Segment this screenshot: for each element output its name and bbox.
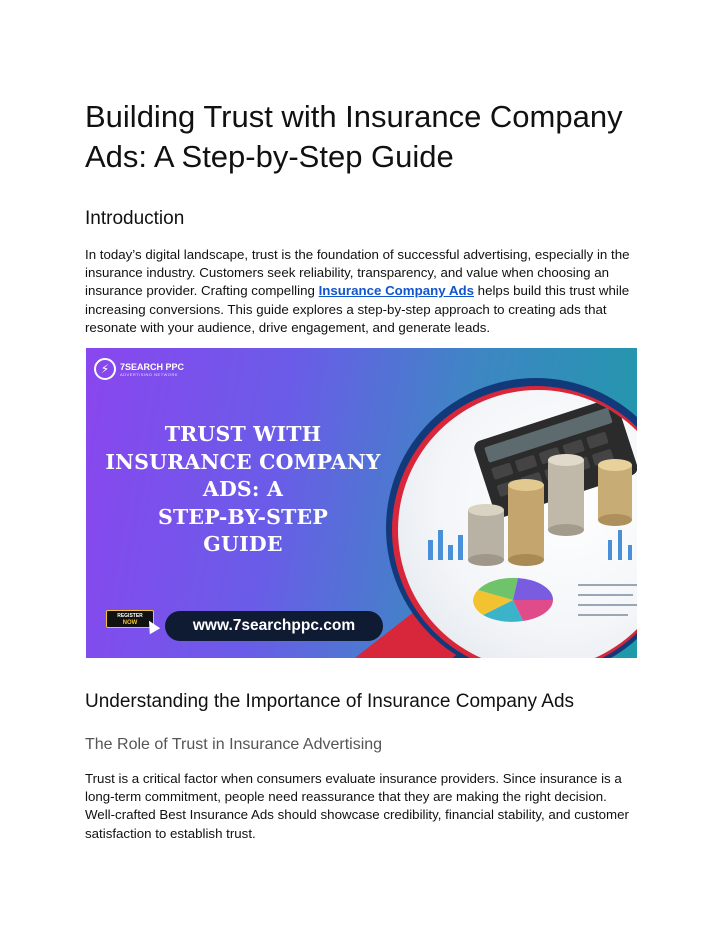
- banner-headline-line: TRUST WITH: [164, 422, 322, 446]
- banner-headline-line: GUIDE: [203, 532, 283, 556]
- banner-headline: [98, 421, 388, 559]
- website-url-pill: www.7searchppc.com: [165, 611, 383, 641]
- pie-chart-icon: [473, 578, 553, 622]
- register-label: REGISTER: [117, 613, 143, 619]
- register-now-label: NOW: [122, 620, 138, 626]
- page-title: Building Trust with Insurance Company Ads: A Step-by-Step Guide: [85, 99, 623, 174]
- brand-mark-icon: ⚡: [94, 358, 116, 380]
- intro-heading: Introduction: [85, 208, 185, 229]
- section-subheading: The Role of Trust in Insurance Advertising: [85, 736, 383, 753]
- intro-text-after: helps build this trust while increasing conversions. This guide explores a step-by-step approach to creating ads that resonate with your audience, drive engagement, and generate leads.: [85, 283, 630, 335]
- brand-name: 7SEARCH PPC: [120, 361, 185, 372]
- banner-headline-line: INSURANCE COMPANY: [105, 449, 381, 474]
- brand-tagline: ADVERTISING NETWORK: [120, 371, 179, 377]
- document-lines: [578, 585, 637, 615]
- banner-headline-line: STEP-BY-STEP: [157, 504, 329, 529]
- intro-paragraph: [85, 246, 635, 337]
- section-heading: Understanding the Importance of Insurance Company Ads: [85, 691, 575, 712]
- banner-headline-line: ADS: A: [202, 477, 284, 501]
- role-of-trust-paragraph: Trust is a critical factor when consumers evaluate insurance providers. Since insurance is a long-term commitment, people need reassurance that they are making the right decision. Well-crafted Best Insurance Ads should showcase credibility, financial stability, and customer satisfaction to establish trust.: [85, 771, 629, 841]
- intro-text-before: In today’s digital landscape, trust is the foundation of successful advertising, especially in the insurance industry. Customers seek reliability, transparency, and value when choosing an insurance provider. Crafting compelling: [85, 247, 630, 299]
- banner-image: [86, 348, 637, 658]
- insurance-company-ads-link[interactable]: Insurance Company Ads: [318, 283, 474, 299]
- brand-logo: [94, 358, 184, 380]
